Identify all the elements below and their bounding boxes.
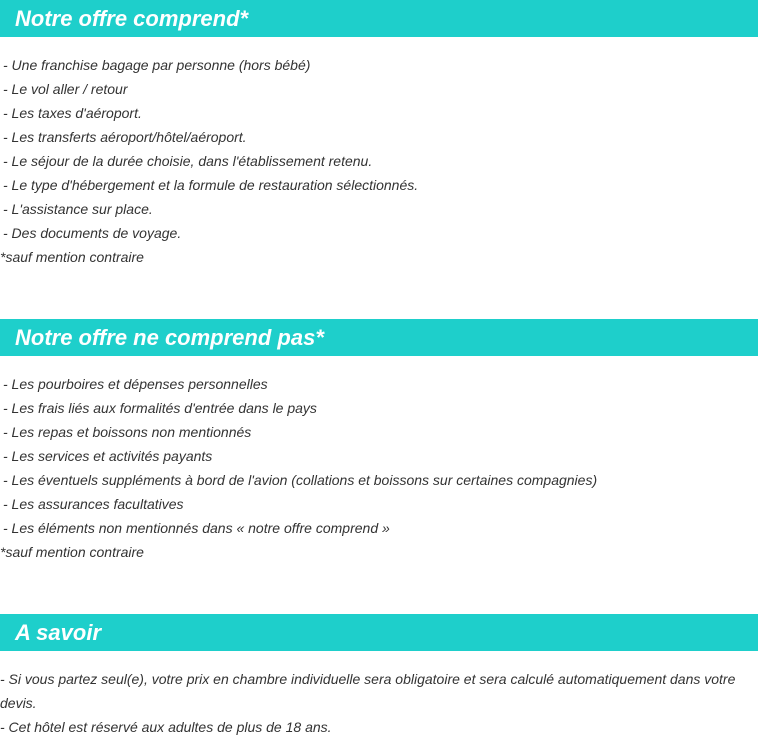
list-item: - Le séjour de la durée choisie, dans l'établissement retenu. [3,153,373,169]
footnote: *sauf mention contraire [0,249,144,265]
section-header-offre-ne-comprend-pas [0,319,758,356]
list-item: - Les éventuels suppléments à bord de l'avion (collations et boissons sur certaines compagnies) [3,472,598,488]
list-item: - Les frais liés aux formalités d'entrée dans le pays [3,400,317,416]
section-body-offre-ne-comprend-pas [0,372,758,564]
section-body-a-savoir [0,667,752,739]
list-item: - Le type d'hébergement et la formule de restauration sélectionnés. [3,177,419,193]
section-title: Notre offre comprend* [15,6,249,31]
list-item: - Une franchise bagage par personne (hors bébé) [3,57,311,73]
section-title: A savoir [15,620,102,645]
list-item: - Les assurances facultatives [3,496,184,512]
section-header-offre-comprend [0,0,758,37]
section-body-offre-comprend [0,53,758,269]
list-item: - Des documents de voyage. [3,225,182,241]
list-item: - Les pourboires et dépenses personnelles [3,376,268,392]
list-item: - Les services et activités payants [3,448,213,464]
footnote: *sauf mention contraire [0,544,144,560]
list-item: - Si vous partez seul(e), votre prix en chambre individuelle sera obligatoire et sera calculé automatiquement dans votre devis. [0,671,736,711]
list-item: - Cet hôtel est réservé aux adultes de plus de 18 ans. [0,719,332,735]
section-header-a-savoir [0,614,758,651]
list-item: - L'assistance sur place. [3,201,153,217]
list-item: - Les repas et boissons non mentionnés [3,424,252,440]
section-title: Notre offre ne comprend pas* [15,325,324,350]
list-item: - Les taxes d'aéroport. [3,105,142,121]
list-item: - Les éléments non mentionnés dans « notre offre comprend » [3,520,390,536]
list-item: - Les transferts aéroport/hôtel/aéroport. [3,129,247,145]
list-item: - Le vol aller / retour [3,81,128,97]
